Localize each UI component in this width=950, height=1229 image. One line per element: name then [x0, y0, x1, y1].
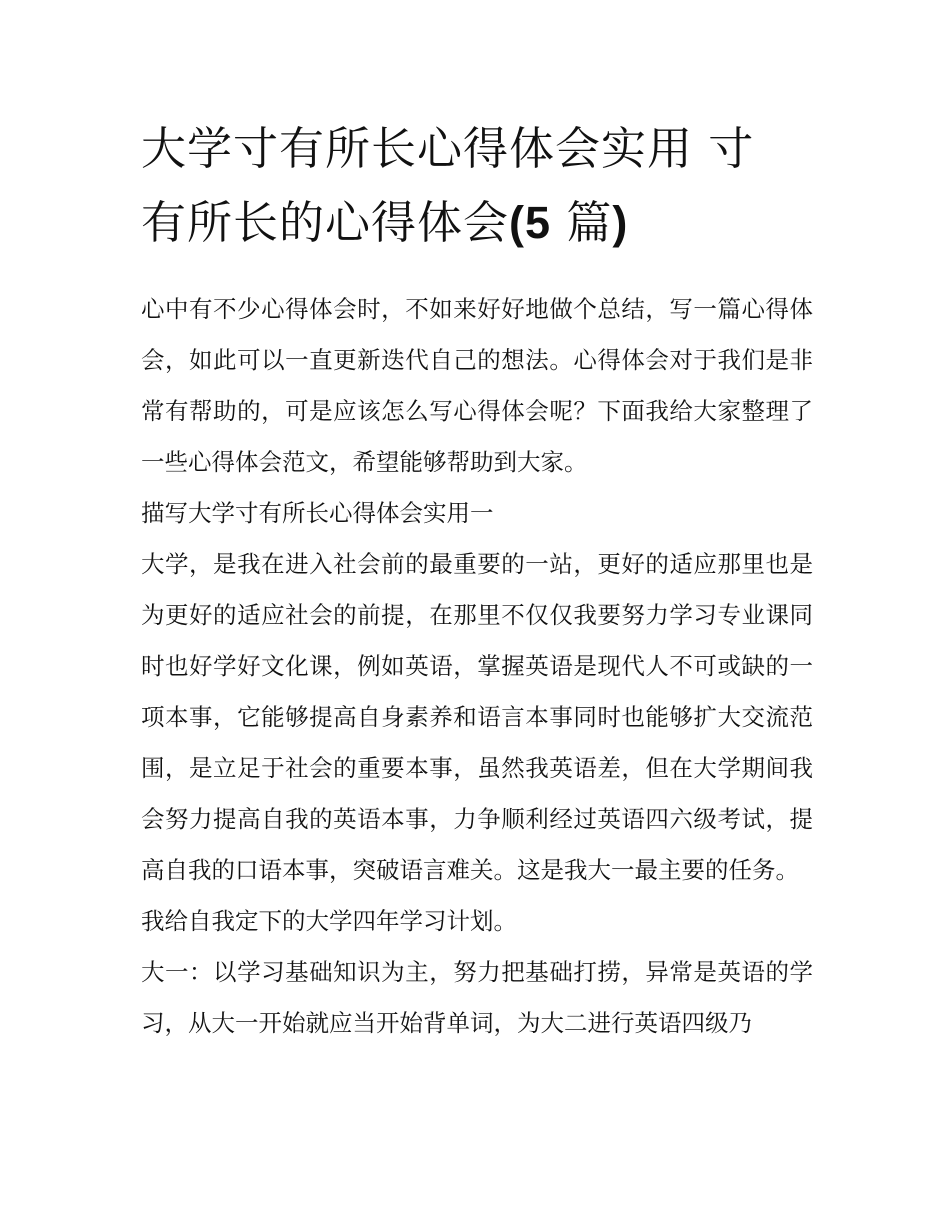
body-paragraph: 大学，是我在进入社会前的最重要的一站，更好的适应那里也是为更好的适应社会的前提，在那里不仅仅我要努力学习专业课同时也好学好文化课，例如英语，掌握英语是现代人不可或缺的一项本事，它能够提高自身素养和语言本事同时也能够扩大交流范围，是立足于社会的重要本事，虽然我英语差，但在大学期间我会努力提高自我的英语本事，力争顺利经过英语四六级考试，提高自我的口语本事，突破语言难关。这是我大一最主要的任务。: [141, 550, 813, 884]
intro-paragraph: 心中有不少心得体会时，不如来好好地做个总结，写一篇心得体会，如此可以一直更新迭代自己的想法。心得体会对于我们是非常有帮助的，可是应该怎么写心得体会呢？下面我给大家整理了一些心得体会范文，希望能够帮助到大家。: [141, 295, 813, 476]
document-content: [141, 112, 813, 1049]
plan-intro-paragraph: 我给自我定下的大学四年学习计划。: [141, 907, 517, 935]
title-count-close: ): [612, 197, 629, 248]
document-title: [141, 112, 813, 260]
document-body: [141, 284, 813, 1049]
title-line-1: 大学寸有所长心得体会实用 寸: [141, 122, 755, 175]
title-line-2: 有所长的心得体会: [141, 196, 510, 249]
title-count-open: (5: [509, 197, 552, 248]
section-heading: 描写大学寸有所长心得体会实用一: [141, 499, 494, 527]
title-count-unit: 篇: [551, 196, 613, 249]
year-one-paragraph: 大一：以学习基础知识为主，努力把基础打捞，异常是英语的学习，从大一开始就应当开始背单词，为大二进行英语四级乃: [141, 958, 813, 1037]
